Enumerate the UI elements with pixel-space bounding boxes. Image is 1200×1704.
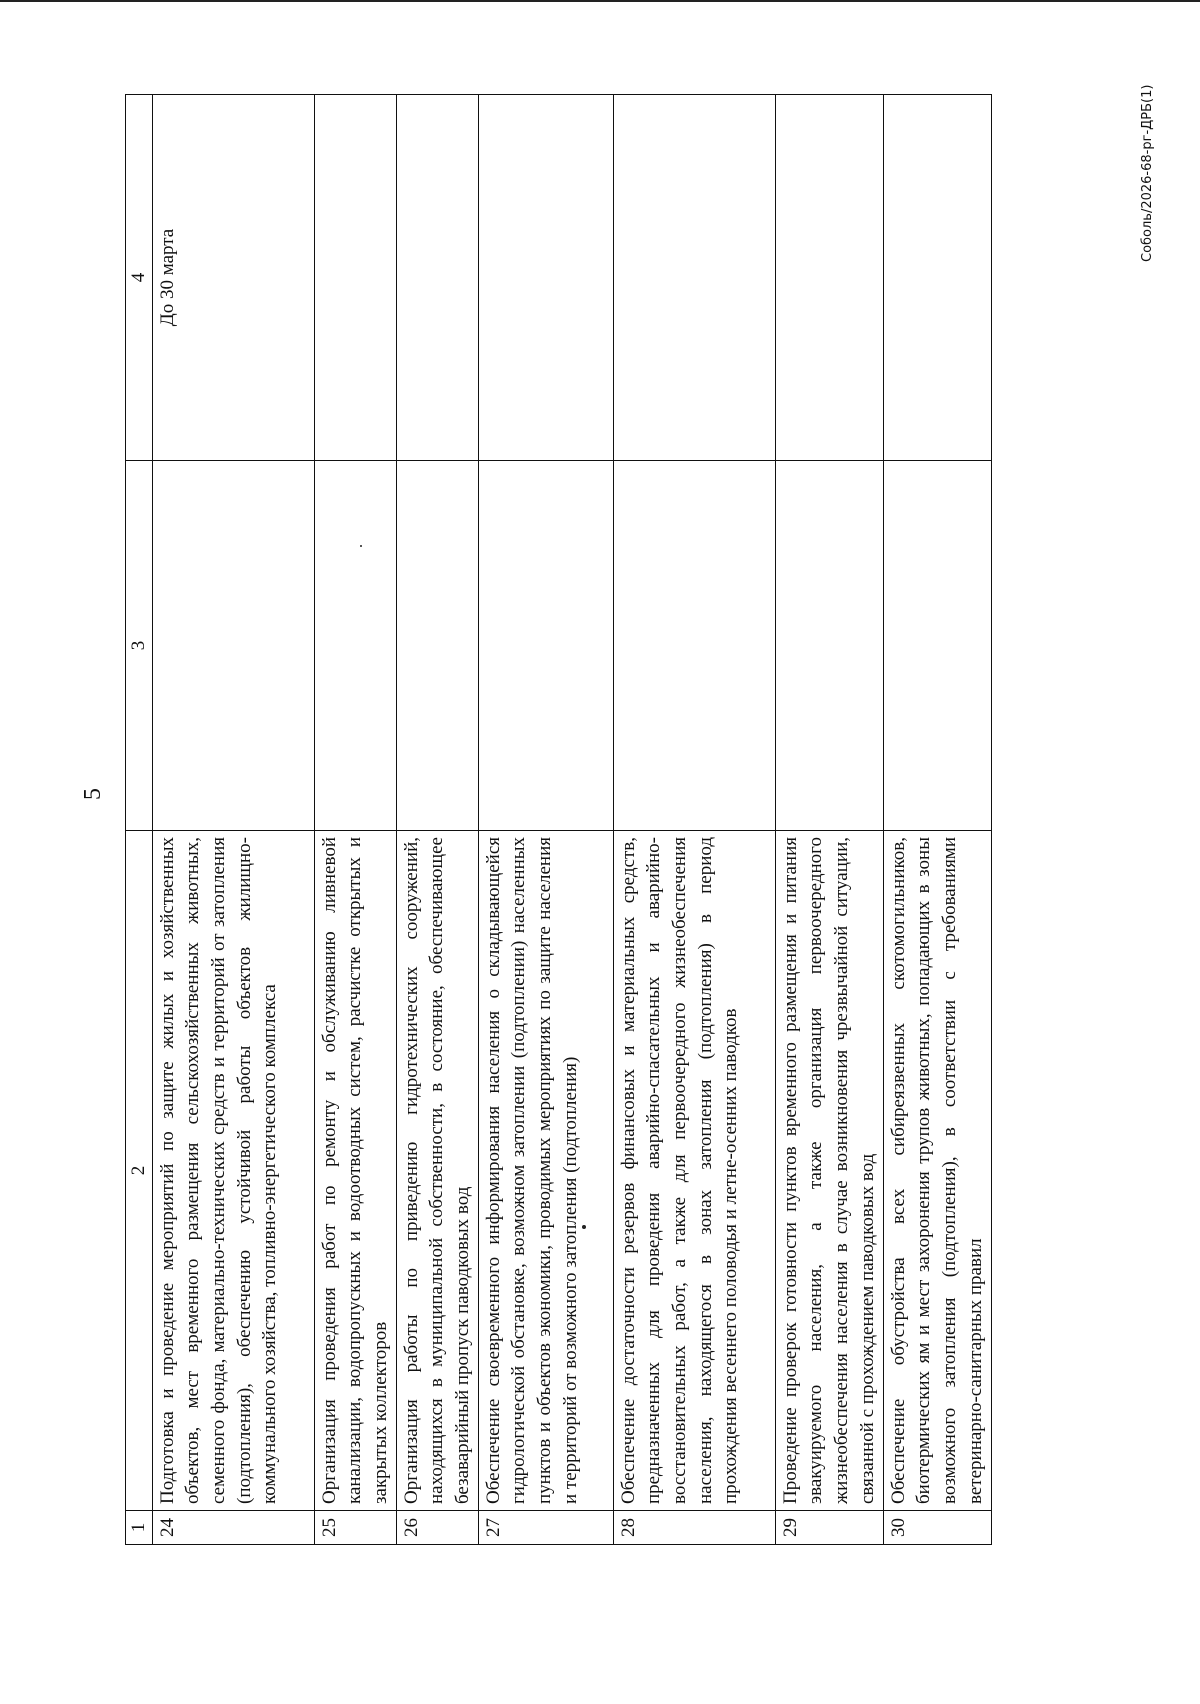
table-header-row	[126, 95, 153, 1545]
row-deadline	[396, 95, 478, 461]
row-measure: Организация проведения работ по ремонту и обслуживанию ливневой канализации, водопропускных и водоотводных систем, расчистке открытых и закрытых коллекторов	[314, 831, 396, 1511]
header-col-3: 3	[126, 461, 153, 831]
row-executor	[152, 461, 314, 831]
table-row	[396, 95, 478, 1545]
scan-speck	[360, 545, 362, 547]
row-executor	[775, 461, 883, 831]
row-measure: Обеспечение обустройства всех сибиреязвенных скотомогильников, биотермических ям и мест захоронения трупов животных, попадающих в зоны возможного затопления (подтопления), в соответствии с требованиями ветеринарно-санитарных правил	[883, 831, 991, 1511]
row-deadline: До 30 марта	[152, 95, 314, 461]
scan-top-edge	[0, 0, 1200, 2]
measures-table-container	[125, 95, 1045, 1545]
header-col-2: 2	[126, 831, 153, 1511]
row-deadline	[775, 95, 883, 461]
row-number: 29	[775, 1511, 883, 1545]
row-number: 28	[613, 1511, 775, 1545]
row-number: 26	[396, 1511, 478, 1545]
table-row	[152, 95, 314, 1545]
row-executor	[883, 461, 991, 831]
row-measure: Обеспечение достаточности резервов финансовых и материальных средств, предназначенных для проведения аварийно-спасательных и аварийно-восстановительных работ, а также для первоочередного жизнеобеспечения населения, находящегося в зонах затопления (подтопления) в период прохождения весеннего половодья и летне-осенних паводков	[613, 831, 775, 1511]
row-deadline	[314, 95, 396, 461]
row-measure: Обеспечение своевременного информирования населения о складывающейся гидрологической обстановке, возможном затоплении (подтоплении) населенных пунктов и объектов экономики, проводимых мероприятиях по защите населения и территорий от возможного затопления (подтопления)	[478, 831, 613, 1511]
table-row	[314, 95, 396, 1545]
header-col-1: 1	[126, 1511, 153, 1545]
row-number: 30	[883, 1511, 991, 1545]
table-row	[613, 95, 775, 1545]
row-measure: Проведение проверок готовности пунктов временного размещения и питания эвакуируемого населения, а также организация первоочередного жизнеобеспечения населения в случае возникновения чрезвычайной ситуации, связанной с прохождением паводковых вод	[775, 831, 883, 1511]
table-row	[478, 95, 613, 1545]
page-number: 5	[80, 788, 106, 800]
row-measure: Подготовка и проведение мероприятий по защите жилых и хозяйственных объектов, мест временного размещения сельскохозяйственных животных, семенного фонда, материально-технических средств и территорий от затопления (подтопления), обеспечению устойчивой работы объектов жилищно-коммунального хозяйства, топливно-энергетического комплекса	[152, 831, 314, 1511]
row-executor	[613, 461, 775, 831]
row-measure: Организация работы по приведению гидротехнических сооружений, находящихся в муниципальной собственности, в состояние, обеспечивающее безаварийный пропуск паводковых вод	[396, 831, 478, 1511]
row-deadline	[478, 95, 613, 461]
header-col-4: 4	[126, 95, 153, 461]
row-number: 24	[152, 1511, 314, 1545]
row-deadline	[883, 95, 991, 461]
row-number: 27	[478, 1511, 613, 1545]
row-executor	[314, 461, 396, 831]
document-code: Соболь/2026-68-рг-ДРБ(1)	[1140, 84, 1155, 262]
table-row	[775, 95, 883, 1545]
table-row	[883, 95, 991, 1545]
measures-table	[125, 94, 992, 1545]
row-executor	[478, 461, 613, 831]
row-executor	[396, 461, 478, 831]
row-number: 25	[314, 1511, 396, 1545]
row-deadline	[613, 95, 775, 461]
scan-speck	[582, 1225, 586, 1229]
